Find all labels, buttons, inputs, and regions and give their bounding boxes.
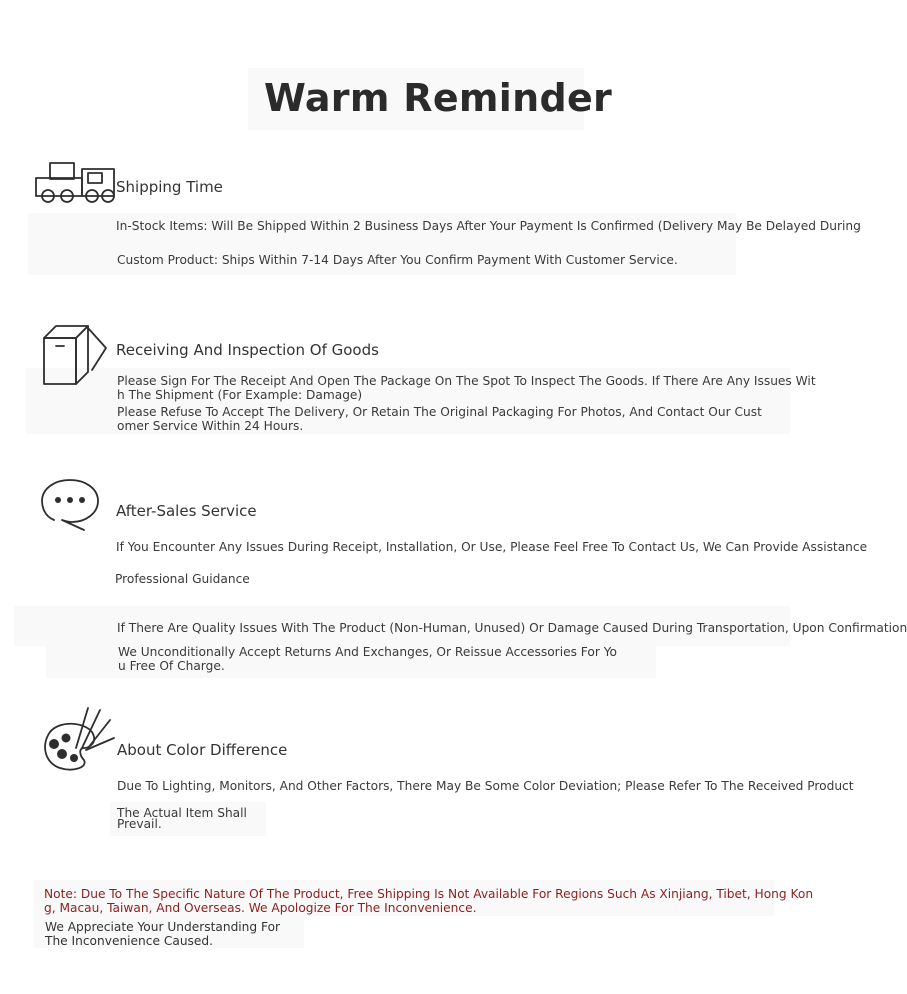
page-title: Warm Reminder (264, 76, 613, 120)
paint-palette-icon (40, 704, 116, 772)
thanks-line-1: We Appreciate Your Understanding For (45, 920, 281, 934)
receiving-line-1: Please Sign For The Receipt And Open The Package On The Spot To Inspect The Goods. If There Are Any Issues Wit (117, 374, 816, 388)
section-heading-receiving-inspection: Receiving And Inspection Of Goods (116, 341, 379, 359)
speech-bubble-icon (40, 478, 102, 532)
shipping-note-line-1: Note: Due To The Specific Nature Of The Product, Free Shipping Is Not Available For Regions Such As Xinjiang, Tibet, Hong Kon (44, 887, 814, 901)
shipping-note-line-2: g, Macau, Taiwan, And Overseas. We Apologize For The Inconvenience. (44, 901, 477, 915)
section-heading-shipping-time: Shipping Time (116, 178, 223, 196)
shipping-line-1: In-Stock Items: Will Be Shipped Within 2 Business Days After Your Payment Is Confirmed (Delivery May Be Delayed During (116, 219, 861, 233)
package-box-icon (42, 324, 112, 388)
color-line-1: Due To Lighting, Monitors, And Other Factors, There May Be Some Color Deviation; Please Refer To The Received Product (117, 779, 854, 793)
shipping-line-2: Custom Product: Ships Within 7-14 Days After You Confirm Payment With Customer Service. (117, 253, 678, 267)
after-sales-line-5: u Free Of Charge. (118, 659, 225, 673)
after-sales-line-2: Professional Guidance (115, 572, 250, 586)
color-line-3: Prevail. (117, 817, 162, 831)
color-line-2: The Actual Item Shall (117, 806, 247, 820)
section-heading-color-difference: About Color Difference (117, 741, 288, 759)
after-sales-line-3: If There Are Quality Issues With The Product (Non-Human, Unused) Or Damage Caused During Transportation, Upon Confirmation (117, 621, 907, 635)
after-sales-line-1: If You Encounter Any Issues During Receipt, Installation, Or Use, Please Feel Free To Contact Us, We Can Provide Assistance (116, 540, 868, 554)
receiving-line-4: omer Service Within 24 Hours. (117, 419, 304, 433)
receiving-line-3: Please Refuse To Accept The Delivery, Or Retain The Original Packaging For Photos, And Contact Our Cust (117, 405, 762, 419)
delivery-truck-icon (34, 160, 120, 206)
after-sales-line-4: We Unconditionally Accept Returns And Exchanges, Or Reissue Accessories For Yo (118, 645, 617, 659)
thanks-line-2: The Inconvenience Caused. (45, 934, 214, 948)
receiving-line-2: h The Shipment (For Example: Damage) (117, 388, 363, 402)
section-heading-after-sales: After-Sales Service (116, 502, 257, 520)
